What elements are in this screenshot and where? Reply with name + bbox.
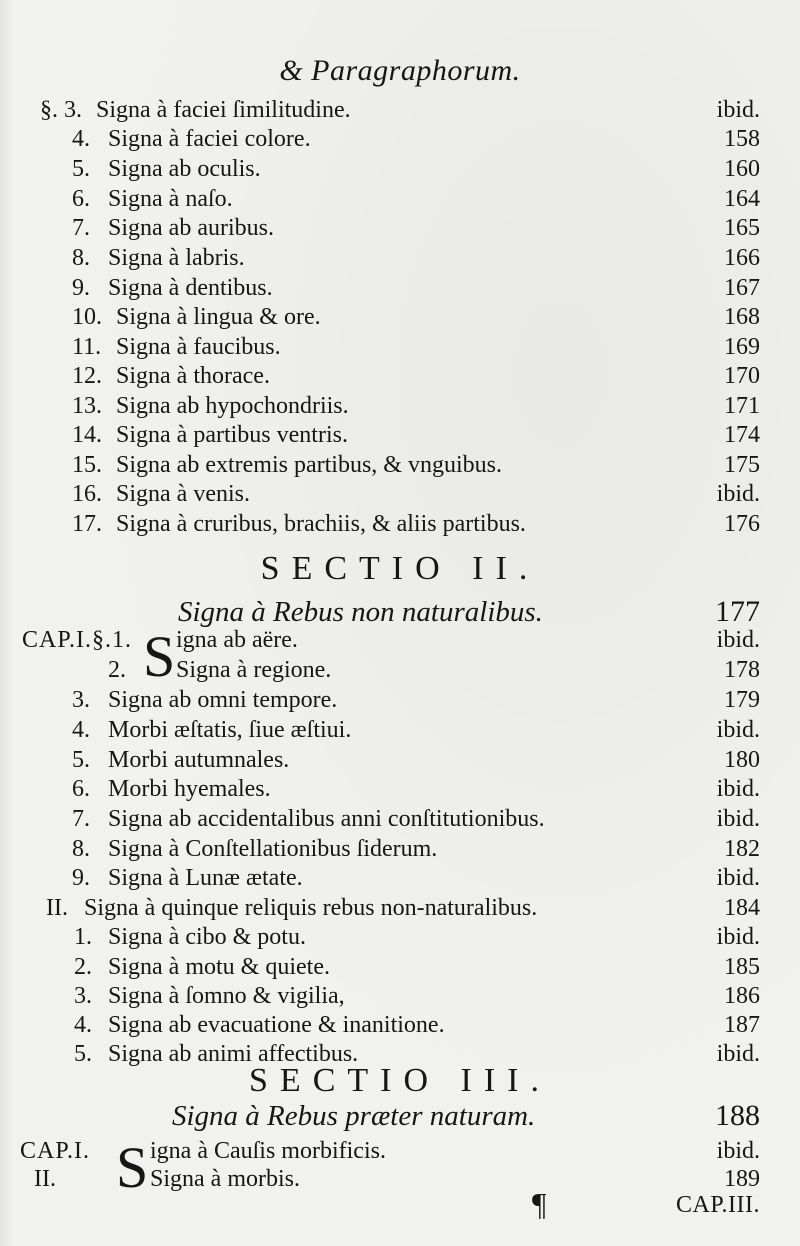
entry-number: 13. [72,393,102,419]
toc-entry [0,893,800,923]
entry-number: 12. [72,363,102,389]
entry-page: ibid. [716,1138,760,1164]
toc-entry [0,479,800,509]
entry-text: Signa ab omni tempore. [108,687,338,713]
entry-page: 182 [724,836,760,862]
entry-page: 166 [724,245,760,271]
entry-page: 165 [724,215,760,241]
entry-page: ibid. [716,776,760,802]
entry-text: Signa à labris. [108,245,245,271]
section-heading: SECTIO II. [260,550,540,587]
entry-number: 11. [72,334,102,360]
entry-text: Signa à naſo. [108,186,233,212]
toc-entry [0,715,800,745]
entry-text: Signa à morbis. [150,1166,300,1192]
entry-number: 17. [72,511,102,537]
entry-page: 160 [724,156,760,182]
entry-text: Signa ab accidentalibus anni conſtitutionibus. [108,806,545,832]
entry-text: Signa à faciei colore. [108,126,311,152]
drop-cap: S [116,1135,149,1200]
entry-page: 158 [724,126,760,152]
entry-number: 7. [72,215,90,241]
section-subtitle-row [0,1096,800,1136]
entry-text: Signa à motu & quiete. [108,954,330,980]
toc-entry [0,420,800,450]
toc-entry [0,450,800,480]
toc-entry [0,655,800,685]
entry-text: Signa ab hypochondriis. [116,393,349,419]
entry-number: 15. [72,452,102,478]
toc-entry [0,625,800,655]
entry-number: 9. [72,865,90,891]
entry-text: Signa à venis. [116,481,250,507]
entry-number: 2. [108,657,126,683]
entry-number: 4. [74,1012,92,1038]
toc-entry [0,154,800,184]
entry-text: Signa à faucibus. [116,334,281,360]
entry-page: 178 [724,657,760,683]
entry-page: 187 [724,1012,760,1038]
entry-page: ibid. [716,806,760,832]
entry-text: Signa à quinque reliquis rebus non-naturalibus. [84,895,538,921]
entry-page: 169 [724,334,760,360]
toc-entry [0,124,800,154]
entry-page: 175 [724,452,760,478]
entry-page: ibid. [716,481,760,507]
entry-text: Signa ab auribus. [108,215,274,241]
section-heading: SECTIO III. [249,1062,551,1099]
entry-page: 168 [724,304,760,330]
entry-page: 170 [724,363,760,389]
entry-number: 2. [74,954,92,980]
toc-entry [0,685,800,715]
section-subtitle: Signa à Rebus non naturalibus. [178,596,543,628]
catchword: CAP.III. [675,1192,760,1218]
entry-number: 4. [72,717,90,743]
entry-number: 5. [72,747,90,773]
chapter-label: CAP.I.§.1. [22,627,133,653]
entry-number: 5. [72,156,90,182]
entry-number: 8. [72,245,90,271]
entry-page: ibid. [716,717,760,743]
chapter-label: CAP.I. [20,1138,91,1164]
entry-number: II. [34,1166,56,1192]
entry-text: Signa à cruribus, brachiis, & aliis partibus. [116,511,526,537]
entry-text: Signa à dentibus. [108,275,273,301]
entry-page: 167 [724,275,760,301]
toc-entry [0,213,800,243]
entry-number: II. [46,895,68,921]
entry-text: Morbi æſtatis, ſiue æſtiui. [108,717,352,743]
entry-number: 9. [72,275,90,301]
entry-page: 179 [724,687,760,713]
entry-text: Signa ab animi affectibus. [108,1041,359,1067]
entry-page: 189 [724,1166,760,1192]
entry-number: 3. [74,983,92,1009]
entry-number: 16. [72,481,102,507]
entry-text: Signa ab extremis partibus, & vnguibus. [116,452,502,478]
entry-number: 6. [72,186,90,212]
toc-entry [0,302,800,332]
entry-text: Signa à cibo & potu. [108,924,306,950]
toc-entry [0,391,800,421]
entry-number: 7. [72,806,90,832]
toc-entry [0,273,800,303]
entry-page: 171 [724,393,760,419]
entry-text: Morbi hyemales. [108,776,271,802]
entry-page: 176 [724,511,760,537]
entry-text: Morbi autumnales. [108,747,290,773]
entry-page: 186 [724,983,760,1009]
entry-page: ibid. [716,97,760,123]
toc-entry [0,1164,800,1194]
entry-text: Signa ab evacuatione & inanitione. [108,1012,445,1038]
section-subtitle: Signa à Rebus præter naturam. [172,1100,536,1132]
toc-entry [0,922,800,952]
signature-mark: ¶ [532,1186,547,1222]
entry-text: Signa à partibus ventris. [116,422,348,448]
section-subtitle-page: 188 [715,1099,760,1132]
entry-text: Signa à thorace. [116,363,270,389]
drop-cap: S [143,624,176,689]
entry-page: 184 [724,895,760,921]
toc-entry [0,863,800,893]
entry-number: 1. [74,924,92,950]
entry-text: Signa à Lunæ ætate. [108,865,303,891]
entry-number: 6. [72,776,90,802]
entry-text: Signa ab oculis. [108,156,261,182]
entry-text: Signa à Conſtellationibus ſiderum. [108,836,438,862]
entry-text: Signa à ſomno & vigilia, [108,983,345,1009]
entry-number: 5. [74,1041,92,1067]
entry-number: 10. [72,304,102,330]
toc-entry [0,774,800,804]
entry-page: ibid. [716,627,760,653]
running-header: & Paragraphorum. [279,54,521,87]
entry-number: 3. [72,687,90,713]
entry-page: ibid. [716,1041,760,1067]
entry-text: Signa à lingua & ore. [116,304,321,330]
toc-entry [0,1010,800,1040]
entry-text: igna ab aëre. [176,627,298,653]
section-subtitle-page: 177 [715,595,760,628]
entry-text: Signa à regione. [176,657,332,683]
entry-text: Signa à faciei ſimilitudine. [96,97,351,123]
toc-entry [0,981,800,1011]
toc-entry [0,509,800,539]
entry-text: igna à Cauſis morbificis. [150,1138,386,1164]
toc-entry [0,184,800,214]
toc-entry [0,95,800,125]
entry-page: ibid. [716,865,760,891]
entry-page: 174 [724,422,760,448]
entry-page: ibid. [716,924,760,950]
toc-entry [0,834,800,864]
toc-entry [0,804,800,834]
toc-entry [0,332,800,362]
toc-entry [0,745,800,775]
entry-number: §. 3. [40,97,82,123]
toc-entry [0,361,800,391]
entry-page: 180 [724,747,760,773]
entry-number: 14. [72,422,102,448]
toc-entry [0,243,800,273]
entry-page: 185 [724,954,760,980]
entry-number: 4. [72,126,90,152]
entry-page: 164 [724,186,760,212]
entry-number: 8. [72,836,90,862]
toc-entry [0,952,800,982]
